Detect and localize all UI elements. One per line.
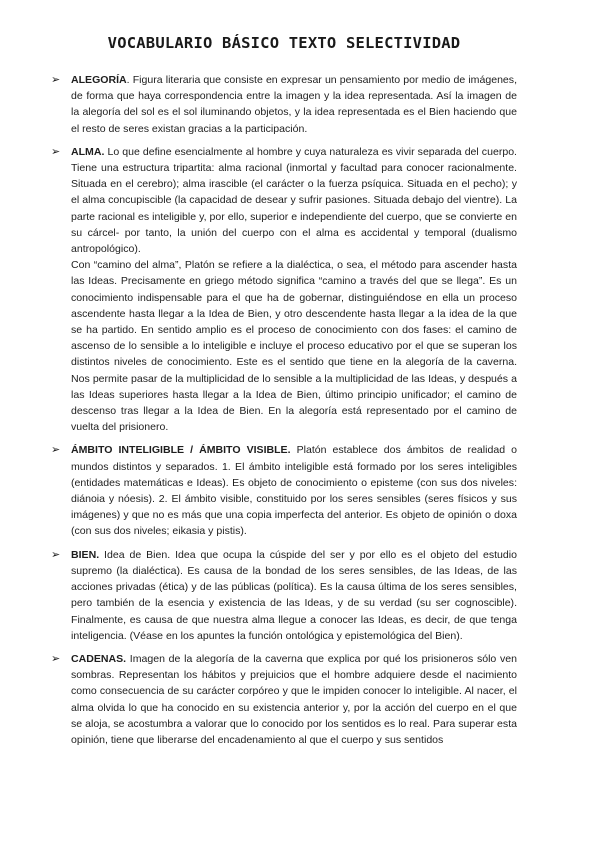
- entry-definition: Imagen de la alegoría de la caverna que explica por qué los prisioneros sólo ven sombras. Representan los hábitos y prejuicios que el hombre adquiere desde el nacimiento como consecuencia de su carácter corpóreo y que le impiden conocer lo inteligible. Al nacer, el alma olvida lo que ha conocido en su existencia anterior y, por la acción del cuerpo en el que se aloja, se acostumbra a valorar que lo conocido por los sentidos es lo real. Para superar esta opinión, tiene que liberarse del encadenamiento al que el cuerpo y sus sentidos: [71, 652, 517, 746]
- entry-ambito: [51, 442, 517, 539]
- entry-definition: Lo que define esencialmente al hombre y cuya naturaleza es vivir separada del cuerpo. Tiene una estructura tripartita: alma racional (inmortal y facultad para conocer racionalmente. Situada en el cerebro); alma irascible (el carácter o la fuerza psíquica. Situada en el pecho); y el alma concupiscible (la capacidad de desear y sufrir pasiones. Situada debajo del vientre). La parte racional es inteligible y, por ello, superior e independiente del cuerpo, que se convierte en su cárcel- por tanto, la unión del cuerpo con el alma es accidental y temporal (dualismo antropológico).: [71, 145, 517, 256]
- entry-definition: . Figura literaria que consiste en expresar un pensamiento por medio de imágenes, de forma que haya correspondencia entre la imagen y la idea representada. Así la imagen de la alegoría del sol es el sol iluminando objetos, y la idea representada es el Bien haciendo que el resto de seres existan gracias a la participación.: [71, 74, 517, 135]
- entry-definition: Idea de Bien. Idea que ocupa la cúspide del ser y por ello es el objeto del estudio supremo (la dialéctica). Es causa de la bondad de los seres sensibles, de las Ideas, de las acciones privadas (ética) y de las públicas (política). Es la causa última de los seres sensibles, pero también de la esencia y existencia de las Ideas, y de su verdad (su ser cognoscible). Finalmente, es causa de que nuestra alma llegue a conocer las Ideas, es decir, de que tenga inteligencia. (Véase en los apuntes la función ontológica y epistemológica del Bien).: [71, 548, 517, 642]
- entry-text: [71, 72, 517, 137]
- entry-definition: Platón establece dos ámbitos de realidad o mundos distintos y separados. 1. El ámbito inteligible está formado por los seres inteligibles (entidades matemáticas e Ideas). Es objeto de conocimiento o episteme (con sus dos niveles: diánoia y nóesis). 2. El ámbito visible, constituido por los seres sensibles (seres físicos y sus imágenes) y que no es más que una copia imperfecta del anterior. Es objeto de opinión o doxa (con sus dos niveles; eikasia y pistis).: [71, 444, 518, 538]
- entry-cadenas: [51, 651, 517, 748]
- arrow-bullet-icon: ➢: [51, 444, 61, 457]
- entry-term: CADENAS.: [71, 652, 127, 665]
- entry-bien: [51, 547, 517, 644]
- entry-text: [71, 442, 517, 539]
- entry-term: BIEN.: [71, 548, 100, 561]
- entry-term: ÁMBITO INTELIGIBLE / ÁMBITO VISIBLE.: [71, 444, 291, 457]
- entry-text: [71, 144, 517, 257]
- entry-text: [71, 651, 517, 748]
- arrow-bullet-icon: ➢: [51, 74, 61, 86]
- arrow-bullet-icon: ➢: [51, 548, 61, 561]
- arrow-bullet-icon: ➢: [51, 652, 61, 665]
- entry-alma: [51, 144, 517, 436]
- entry-alegoria: [51, 72, 517, 137]
- entry-continuation: Con “camino del alma”, Platón se refiere a la dialéctica, o sea, el método para ascender hasta las Ideas. Precisamente en griego método significa “camino a través del que se llega”. Es un conocimiento indispensable para el que ha de gobernar, distinguiéndose en ella un proceso ascendente hasta llegar a la Idea de Bien, y otro descendente hasta llegar a la idea de la que se ha partido. En sentido amplio es el proceso de conocimiento con dos fases: el camino de ascenso de lo sensible a lo inteligible e incluye el proceso educativo por el que se superan los distintos niveles de conocimiento. Este es el sentido que tiene en la alegoría de la caverna. Nos permite pasar de la multiplicidad de lo sensible a la multiplicidad de las Ideas, y después a las Ideas superiores hasta llegar a la Idea de Bien, último principio unificador; el camino de descenso tras llegar a la Idea de Bien. En la alegoría está representado por el camino de vuelta del prisionero.: [71, 259, 517, 434]
- entry-term: ALEGORÍA: [71, 74, 127, 86]
- entry-text: [71, 547, 517, 644]
- arrow-bullet-icon: ➢: [51, 145, 61, 158]
- vocabulary-list: [51, 72, 517, 748]
- page-title: VOCABULARIO BÁSICO TEXTO SELECTIVIDAD: [107, 34, 461, 52]
- entry-term: ALMA.: [71, 145, 105, 158]
